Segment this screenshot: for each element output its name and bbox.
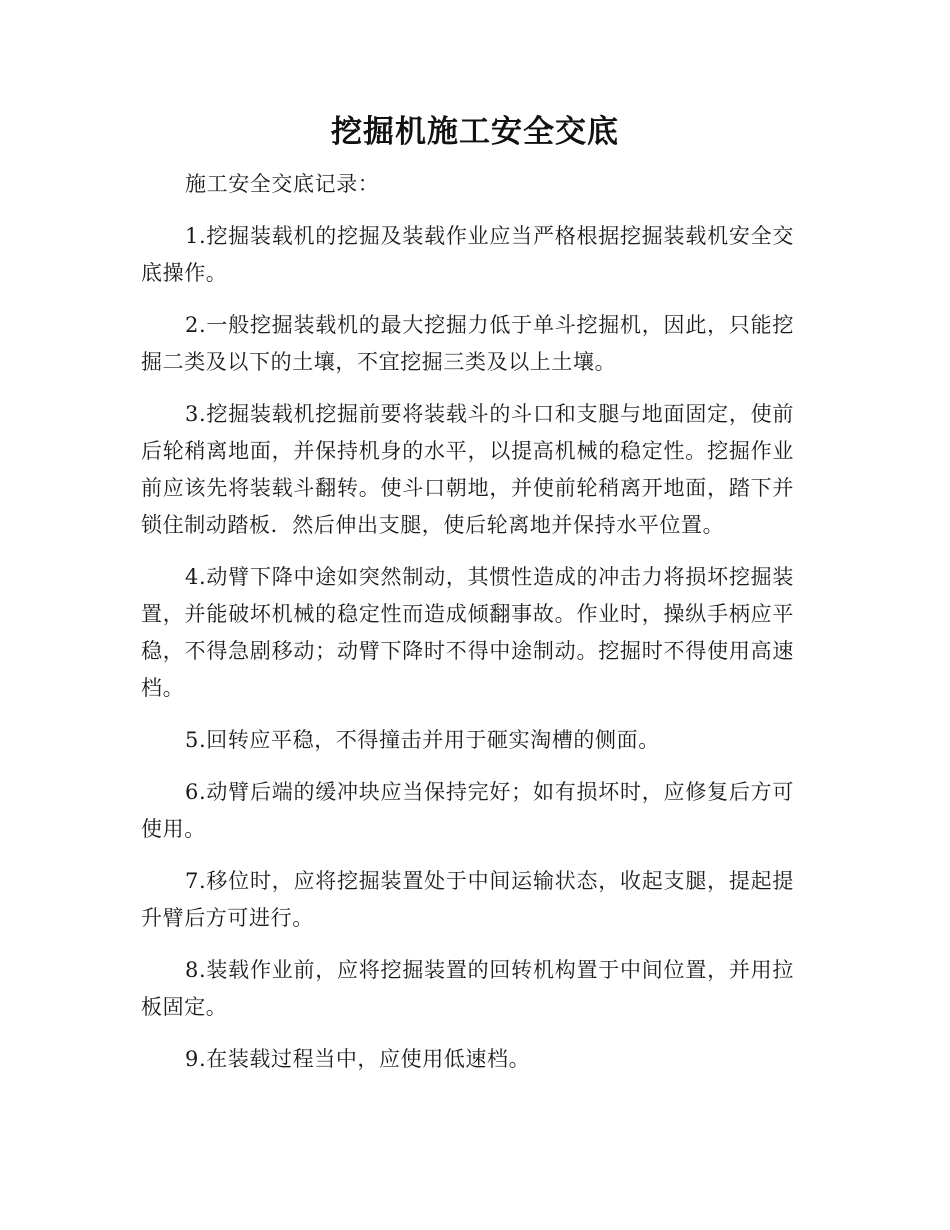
clause-9: 9.在装载过程当中，应使用低速档。 bbox=[185, 1047, 531, 1071]
clause-7: 7.移位时，应将挖掘装置处于中间运输状态，收起支腿，提起提升臂后方可进行。 bbox=[141, 869, 794, 930]
clause-6: 6.动臂后端的缓冲块应当保持完好；如有损坏时，应修复后方可使用。 bbox=[141, 780, 794, 841]
clause-4: 4.动臂下降中途如突然制动，其惯性造成的冲击力将损坏挖掘装置，并能破坏机械的稳定性而造成倾翻事故。作业时，操纵手柄应平稳，不得急剧移动；动臂下降时不得中途制动。挖掘时不得使用高速档。 bbox=[141, 565, 794, 700]
clause-2: 2.一般挖掘装载机的最大挖掘力低于单斗挖掘机，因此，只能挖掘二类及以下的土壤，不宜挖掘三类及以上土壤。 bbox=[141, 313, 794, 374]
clause-8: 8.装载作业前，应将挖掘装置的回转机构置于中间位置，并用拉板固定。 bbox=[141, 958, 794, 1019]
intro-paragraph: 施工安全交底记录： bbox=[185, 172, 380, 196]
clause-3: 3.挖掘装载机挖掘前要将装载斗的斗口和支腿与地面固定，使前后轮稍离地面，并保持机身的水平，以提高机械的稳定性。挖掘作业前应该先将装载斗翻转。使斗口朝地，并使前轮稍离开地面，踏下并锁住制动踏板．然后伸出支腿，使后轮离地并保持水平位置。 bbox=[141, 402, 794, 537]
document-body bbox=[141, 166, 794, 1093]
clause-1: 1.挖掘装载机的挖掘及装载作业应当严格根据挖掘装载机安全交底操作。 bbox=[141, 224, 794, 285]
clause-5: 5.回转应平稳，不得撞击并用于砸实淘槽的侧面。 bbox=[185, 728, 660, 752]
document-title: 挖掘机施工安全交底 bbox=[331, 114, 619, 150]
